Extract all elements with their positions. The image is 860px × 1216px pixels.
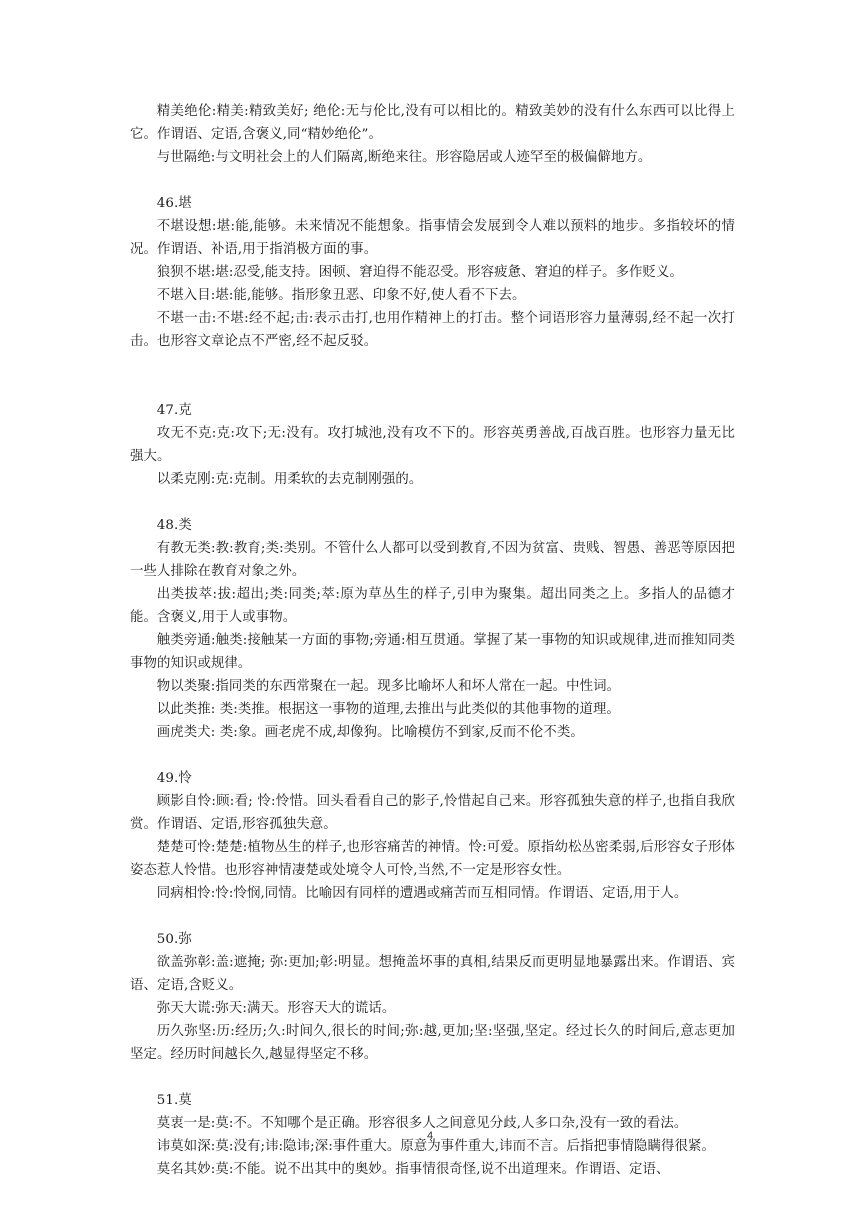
- idiom-entry: 顾影自怜:顾:看; 怜:怜惜。回头看看自己的影子,怜惜起自己来。形容孤独失意的样子,也指自我欣赏。作谓语、定语,形容孤独失意。: [130, 794, 735, 832]
- document-body: [130, 100, 735, 1181]
- page-number: 4: [426, 1130, 434, 1142]
- idiom-entry: 画虎类犬: 类:象。画老虎不成,却像狗。比喻模仿不到家,反而不伦不类。: [156, 725, 584, 740]
- section-heading: 48.类: [156, 518, 192, 533]
- idiom-entry: 狼狈不堪:堪:忍受,能支持。困顿、窘迫得不能忍受。形容疲惫、窘迫的样子。多作贬义。: [156, 265, 684, 280]
- idiom-entry: 不堪一击:不堪:经不起;击:表示击打,也用作精神上的打击。整个词语形容力量薄弱,经不起一次打击。也形容文章论点不严密,经不起反驳。: [130, 311, 735, 349]
- idiom-entry: 攻无不克:克:攻下;无:没有。攻打城池,没有攻不下的。形容英勇善战,百战百胜。也形容力量无比强大。: [130, 426, 735, 464]
- idiom-entry: 出类拔萃:拔:超出;类:同类;萃:原为草丛生的样子,引申为聚集。超出同类之上。多指人的品德才能。含褒义,用于人或事物。: [130, 587, 735, 625]
- idiom-entry: 讳莫如深:莫:没有;讳:隐讳;深:事件重大。原意为事件重大,讳而不言。后指把事情隐瞒得很紧。: [156, 1139, 715, 1154]
- idiom-entry: 历久弥坚:历:经历;久:时间久,很长的时间;弥:越,更加;坚:坚强,坚定。经过长久的时间后,意志更加坚定。经历时间越长久,越显得坚定不移。: [130, 1024, 735, 1062]
- section-heading: 49.怜: [156, 771, 192, 786]
- idiom-entry: 不堪设想:堪:能,能够。未来情况不能想象。指事情会发展到令人难以预料的地步。多指较坏的情况。作谓语、补语,用于指消极方面的事。: [130, 219, 735, 257]
- section-heading: 47.克: [156, 403, 192, 418]
- idiom-entry: 有教无类:教:教育;类:类别。不管什么人都可以受到教育,不因为贫富、贵贱、智愚、善恶等原因把一些人排除在教育对象之外。: [130, 541, 735, 579]
- idiom-entry: 欲盖弥彰:盖:遮掩; 弥:更加;彰:明显。想掩盖坏事的真相,结果反而更明显地暴露出来。作谓语、宾语、定语,含贬义。: [130, 955, 735, 993]
- idiom-entry: 以此类推: 类:类推。根据这一事物的道理,去推出与此类似的其他事物的道理。: [156, 702, 620, 717]
- section-heading: 46.堪: [156, 196, 192, 211]
- idiom-entry: 物以类聚:指同类的东西常聚在一起。现多比喻坏人和坏人常在一起。中性词。: [156, 679, 621, 694]
- idiom-entry: 与世隔绝:与文明社会上的人们隔离,断绝来往。形容隐居或人迹罕至的极偏僻地方。: [156, 150, 652, 165]
- idiom-entry: 莫名其妙:莫:不能。说不出其中的奥妙。指事情很奇怪,说不出道理来。作谓语、定语、: [156, 1162, 670, 1177]
- idiom-entry: 触类旁通:触类:接触某一方面的事物;旁通:相互贯通。掌握了某一事物的知识或规律,进而推知同类事物的知识或规律。: [130, 633, 735, 671]
- idiom-entry: 不堪入目:堪:能,能够。指形象丑恶、印象不好,使人看不下去。: [156, 288, 526, 303]
- idiom-entry: 以柔克刚:克:克制。用柔软的去克制刚强的。: [156, 472, 423, 487]
- idiom-entry: 莫衷一是:莫:不。不知哪个是正确。形容很多人之间意见分歧,人多口杂,没有一致的看法。: [156, 1116, 688, 1131]
- idiom-entry: 弥天大谎:弥天:满天。形容天大的谎话。: [156, 1001, 396, 1016]
- idiom-entry: 楚楚可怜:楚楚:植物丛生的样子,也形容痛苦的神情。怜:可爱。原指幼松丛密柔弱,后形容女子形体姿态惹人怜惜。也形容神情凄楚或处境令人可怜,当然,不一定是形容女性。: [130, 840, 735, 878]
- idiom-entry: 同病相怜:怜:怜悯,同情。比喻因有同样的遭遇或痛苦而互相同情。作谓语、定语,用于人。: [156, 886, 688, 901]
- section-heading: 51.莫: [156, 1093, 192, 1108]
- section-heading: 50.弥: [156, 932, 192, 947]
- idiom-entry: 精美绝伦:精美:精致美好; 绝伦:无与伦比,没有可以相比的。精致美妙的没有什么东西可以比得上它。作谓语、定语,含褒义,同“精妙绝伦”。: [130, 104, 735, 142]
